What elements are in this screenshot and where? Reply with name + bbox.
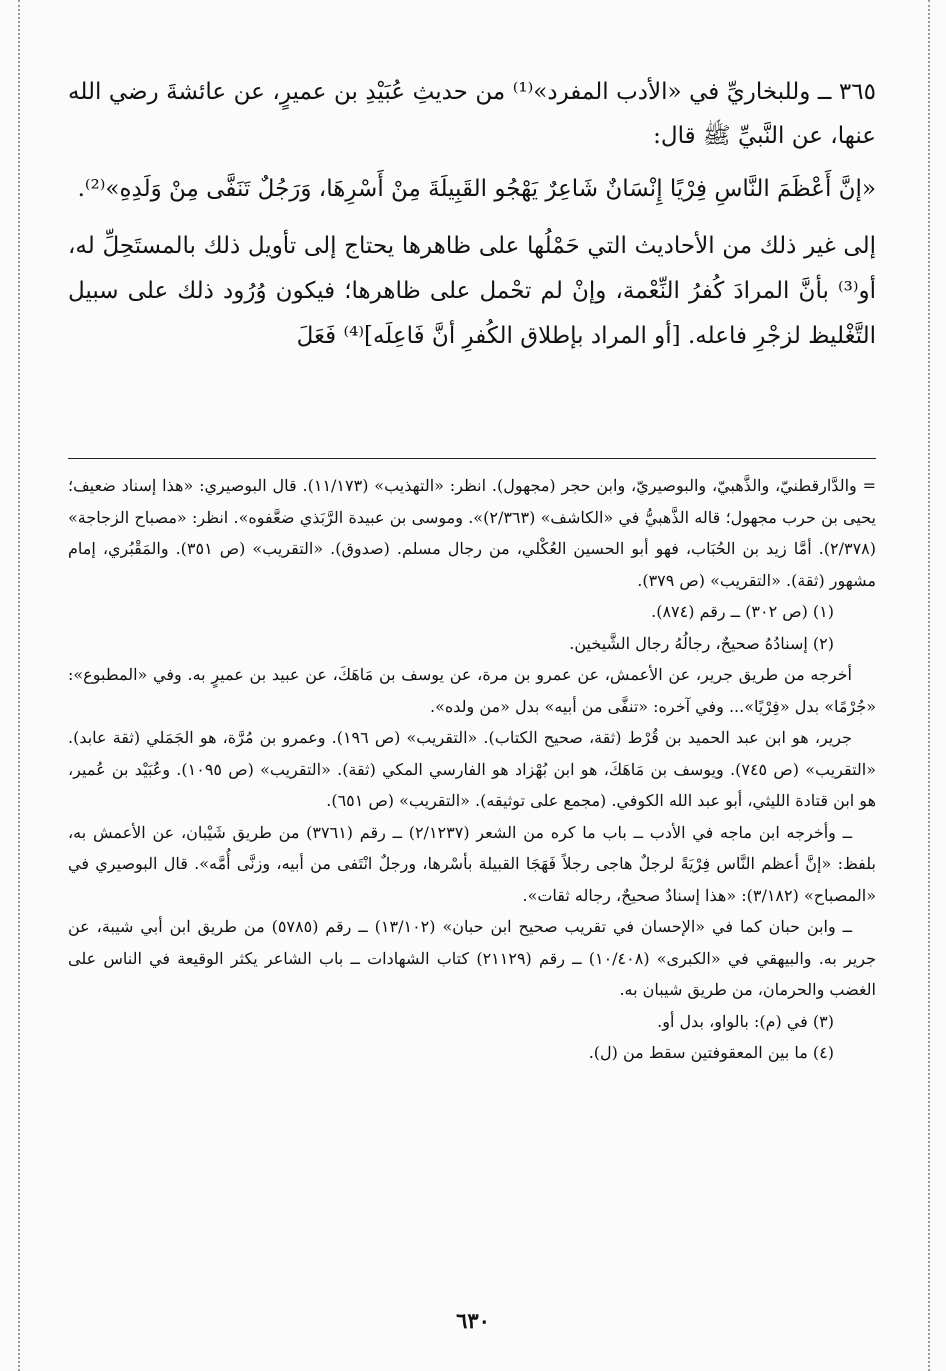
footnote-continuation: = والدَّارقطنيّ، والذَّهبيّ، والبوصيريّ، وابن حجر (مجهول). انظر: «التهذيب» (١١/١٧٣). قال البوصيري: «هذا إسناد ضعيف؛ يحيى بن حرب مجهول؛ قاله الذَّهبيُّ في «الكاشف» (٢/٣٦٣)». وموسى بن عبيدة الرَّبَذي ضعَّفوه». انظر: «مصباح الزجاجة» (٢/٣٧٨). أمَّا زيد بن الحُبَاب، فهو أبو الحسين العُكْلي، من رجال مسلم. (صدوق). «التقريب» (ص ٣٥١). والمَقْبُري، إمام مشهور (ثقة). «التقريب» (ص ٣٧٩). <box>68 476 877 590</box>
footnote-2-paragraph: أخرجه من طريق جرير، عن الأعمش، عن عمرو بن مرة، عن يوسف بن مَاهَكَ، عن عبيد بن عميرٍ به. وفي «المطبوع»: «جُرْمًا» بدل «فِرْيًا»... وفي آخره: «تنفَّى من أبيه» بدل «من ولده». <box>68 665 876 716</box>
footnote-2-paragraph: جرير، هو ابن عبد الحميد بن قُرْط (ثقة، صحيح الكتاب). «التقريب» (ص ١٩٦). وعمرو بن مُرَّة، هو الجَمَلي (ثقة عابد). «التقريب» (ص ٧٤٥). ويوسف بن مَاهَكَ، هو ابن بُهْزاد هو الفارسي المكي (ثقة). «التقريب» (ص ١٠٩٥). وعُبَيْد بن عُمير، هو ابن قتادة الليثي، أبو عبد الله الكوفي. (مجمع على توثيقه). «التقريب» (ص ٦٥١). <box>68 728 877 810</box>
discussion-paragraph: إلى غير ذلك من الأحاديث التي حَمْلُها على ظاهرها يحتاج إلى تأويل ذلك بالمستَحِلِّ له، أو⁽³⁾ بأنَّ المرادَ كُفرُ النِّعْمة، وإنْ لم تحْمل على ظاهرها؛ فيكون وُرُود ذلك على سبيل التَّغْليظ لزجْرِ فاعله. [أو المراد بإطلاق الكُفرِ أنَّ فَاعِلَه]⁽⁴⁾ فَعَلَ <box>68 233 876 349</box>
scan-border-left <box>18 0 20 1371</box>
scan-border-right <box>928 0 930 1371</box>
footnote-separator <box>68 458 876 459</box>
footnote-2-paragraph: ــ وابن حبان كما في «الإحسان في تقريب صحيح ابن حبان» (١٣/١٠٢) ــ رقم (٥٧٨٥) من طريق ابن أبي شيبة، عن جرير به. والبيهقي في «الكبرى» (١٠/٤٠٨) ــ رقم (٢١١٢٩) كتاب الشهادات ــ باب الشاعر يكثر الوقيعة في الناس على الغضب والحرمان، من طريق شيبان به. <box>68 917 877 999</box>
hadith-intro: ٣٦٥ ــ وللبخاريِّ في «الأدب المفرد»⁽¹⁾ من حديثِ عُبَيْدِ بن عميرٍ، عن عائشةَ رضي الله عنها، عن النَّبيِّ ﷺ قال: <box>68 79 876 149</box>
footnote-4: (٤) ما بين المعقوفتين سقط من (ل). <box>588 1043 834 1062</box>
footnote-2: (٢) إسنادُهُ صحيحٌ، رجالُهُ رجال الشَّيخين. <box>569 633 834 653</box>
hadith-text: «إنَّ أَعْظَمَ النَّاسِ فِرْيًا إِنْسَانٌ شَاعِرٌ يَهْجُو القَبِيلَةَ مِنْ أَسْرِهَا، وَرَجُلٌ تَنَفَّى مِنْ وَلَدِهِ»⁽²⁾. <box>77 176 876 202</box>
footnote-3: (٣) في (م): بالواو، بدل أو. <box>657 1011 834 1031</box>
main-text <box>68 70 876 359</box>
footnotes <box>68 470 876 1069</box>
footnote-2-paragraph: ــ وأخرجه ابن ماجه في الأدب ــ باب ما كره من الشعر (٢/١٢٣٧) ــ رقم (٣٧٦١) من طريق شَيْبان، عن الأعمش به، بلفظ: «إنَّ أعظم النَّاس فِرْيَةً لرجلٌ هاجى رجلاً فَهَجَا القبيلة بأسْرها، ورجلٌ انْتَفى من أبيه، وزنَّى أُمَّه». قال البوصيري في «المصباح» (٣/١٨٢): «هذا إسنادٌ صحيحٌ، رجاله ثقات». <box>68 822 876 905</box>
page-number: ٦٣٠ <box>456 1308 490 1333</box>
footnote-1: (١) (ص ٣٠٢) ــ رقم (٨٧٤). <box>651 602 834 621</box>
